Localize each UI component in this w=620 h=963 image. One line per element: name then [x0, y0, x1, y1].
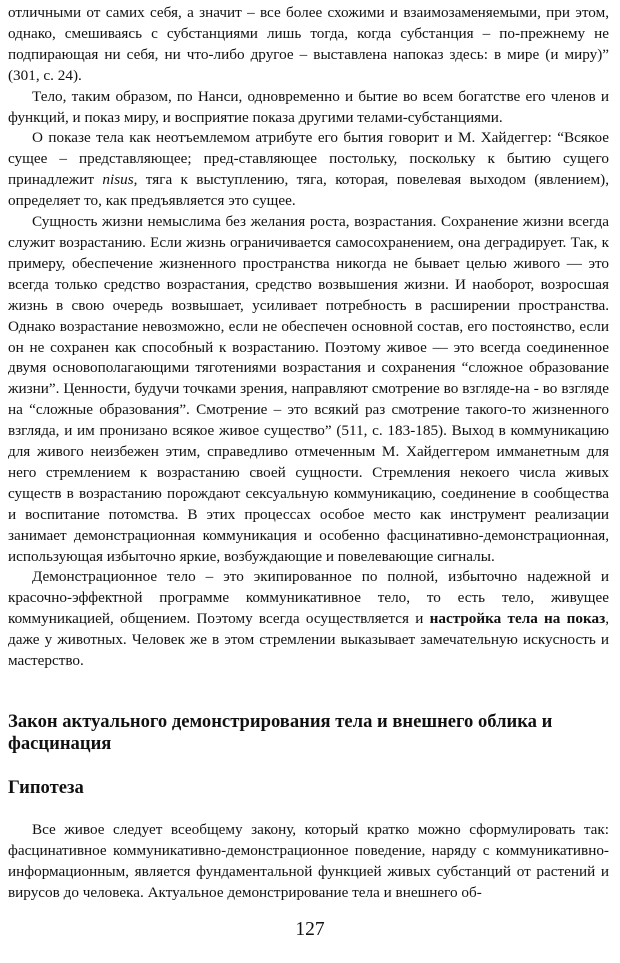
- paragraph-heidegger-quote: [8, 128, 609, 212]
- hypothesis-section: [8, 820, 609, 904]
- paragraph-continuation: отличными от самих себя, а значит – все более схожими и взаимозаменяемыми, при этом, однако, смешиваясь с субстанциями лишь тогда, когда субстанция – по-прежнему не подпирающая ни себя, ни что-либо другое – выставлена напоказ здесь: в мире (и миру)” (301, с. 24).: [8, 4, 609, 84]
- subheading-hypothesis: Гипотеза: [8, 777, 84, 798]
- paragraph-text: Демонстрационное тело – это экипированное по полной, избыточно надежной и красочно-эффектной программе коммуникативное тело, то есть тело, живущее коммуникацией, общением. Поэтому всегда осуществляется и: [8, 568, 609, 628]
- paragraph-hypothesis: Все живое следует всеобщему закону, который кратко можно сформулировать так: фасцинативное коммуникативно-демонстрационное поведение, наряду с коммуникативно-информационным, является фундаментальной функцией живых субстанций от растений и вирусов до человека. Актуальное демонстрирование тела и внешнего об-: [8, 821, 609, 901]
- paragraph-essence-of-life: Сущность жизни немыслима без желания роста, возрастания. Сохранение жизни всегда служит возрастанию. Если жизнь ограничивается самосохранением, она деградирует. Так, к примеру, обеспечение жизненного пространства никогда не бывает целью живого — это всегда только средство возрастания, средство возвышения жизни. И наоборот, возросшая жизнь в свою очередь возвышает, усиливает потребность в расширении пространства. Однако возрастание невозможно, если не обеспечен основной состав, его постоянство, если он не сохранен как способный к возрастанию. Поэтому живое — это всегда соединенное двумя основополагающими тяготениями возрастания и сохранения “сложное образование жизни”. Ценности, будучи точками зрения, направляют смотрение во взгляде-на - во взгляде на “сложные образования”. Смотрение – это всякий раз смотрение такого-то жизненного взгляда, и им пронизано всякое живое существо” (511, с. 183-185). Выход в коммуникацию для живого неизбежен этим, справедливо отмеченным М. Хайдеггером имманетным для него стремлением к возрастанию своей сущности. Стремления некоего числа живых существ в возрастанию порождают сексуальную коммуникацию, соединение в сообщества и воспитание потомства. В этих процессах особое место как инструмент реализации занимает демонстрационная коммуникация и особенно фасцинативно-демонстрационная, использующая избыточно яркие, возбуждающие и повелевающие сигналы.: [8, 213, 609, 565]
- bold-term: настройка тела на показ: [429, 610, 606, 628]
- italic-term: nisus,: [102, 171, 138, 189]
- paragraph-demonstration-body: [8, 567, 609, 672]
- paragraph-text: тяга к выступлению, тяга, которая, повелевая выходом (явлением), определяет то, как предъявляется это сущее.: [8, 171, 609, 210]
- section-heading: Закон актуального демонстрирования тела и внешнего облика и фасцинация: [8, 711, 553, 754]
- main-text: [8, 3, 609, 672]
- paragraph-text: О показе тела как неотъемлемом атрибуте его бытия говорит и М. Хайдеггер: “Всякое сущее – представляющее; пред-ставляющее постольку, поскольку к бытию сущего принадлежит: [8, 129, 609, 189]
- paragraph-text: , даже у животных. Человек же в этом стремлении выказывает замечательную искусность и мастерство.: [8, 610, 610, 670]
- paragraph-nancy-body: Тело, таким образом, по Нанси, одновременно и бытие во всем богатстве его членов и функций, и показ миру, и восприятие показа другими телами-субстанциями.: [8, 87, 609, 126]
- page-number: 127: [295, 919, 325, 940]
